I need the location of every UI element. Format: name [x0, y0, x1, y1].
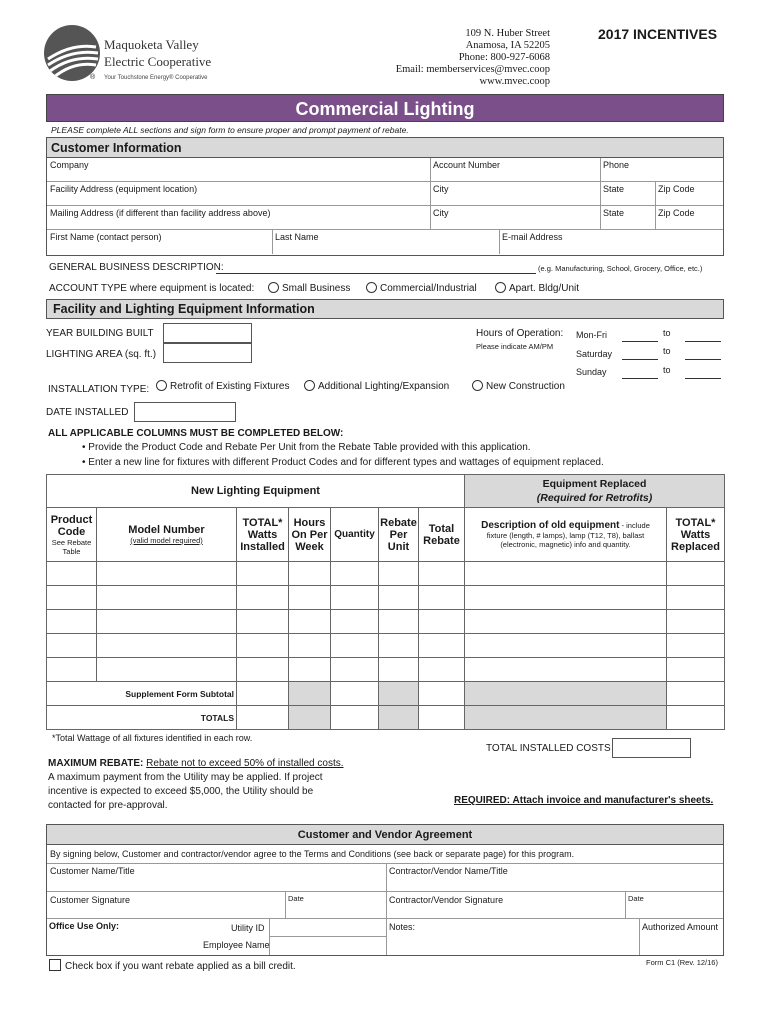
total-wattage-note: *Total Wattage of all fixtures identified in each row.	[52, 733, 253, 743]
max-line4: contacted for pre-approval.	[48, 800, 168, 811]
page-title: Commercial Lighting	[46, 94, 724, 122]
account-type-apartment[interactable]	[495, 282, 579, 294]
cell[interactable]	[47, 634, 97, 658]
small-business-label: Small Business	[282, 283, 351, 294]
logo-line1: Maquoketa Valley	[104, 37, 199, 52]
cell[interactable]	[465, 634, 667, 658]
table-row	[47, 562, 725, 586]
agreement-heading: Customer and Vendor Agreement	[47, 825, 723, 845]
totals-row	[47, 706, 725, 730]
cell[interactable]	[97, 610, 237, 634]
max-rebate-label: MAXIMUM REBATE:	[48, 758, 144, 769]
cell[interactable]	[379, 658, 419, 682]
cell[interactable]	[331, 586, 379, 610]
cell[interactable]	[97, 634, 237, 658]
radio-icon	[268, 282, 279, 293]
model-sub-note: (valid model required)	[130, 536, 203, 545]
monfri-to: to	[663, 328, 671, 338]
radio-icon	[495, 282, 506, 293]
mailing-state-field[interactable]: State	[600, 206, 655, 229]
sunday-to: to	[663, 365, 671, 375]
customer-info-section	[46, 137, 724, 256]
totals-total-rebate[interactable]	[419, 706, 465, 730]
utility-id-label: Utility ID	[231, 923, 265, 933]
sunday-start-input[interactable]	[622, 378, 658, 379]
date-installed-input[interactable]	[134, 402, 236, 422]
agreement-section	[46, 824, 724, 956]
logo-reg: ®	[90, 74, 96, 81]
table-row	[47, 610, 725, 634]
utility-id-input[interactable]	[269, 919, 386, 937]
facility-state-field[interactable]: State	[600, 182, 655, 205]
cell[interactable]	[465, 658, 667, 682]
totals-watts[interactable]	[237, 706, 289, 730]
desc-old-title: Description of old equipment	[481, 520, 620, 531]
cell[interactable]	[237, 634, 289, 658]
vendor-signature-field[interactable]: Contractor/Vendor Signature	[386, 892, 625, 918]
cell[interactable]	[331, 610, 379, 634]
logo-tag: Your Touchstone Energy® Cooperative	[104, 75, 208, 81]
instruction-text: PLEASE complete ALL sections and sign form to ensure proper and prompt payment of rebate.	[51, 125, 409, 135]
subtotal-watts[interactable]	[237, 682, 289, 706]
hours-label: Hours of Operation:	[476, 328, 564, 339]
commercial-label: Commercial/Industrial	[380, 283, 477, 294]
cell[interactable]	[289, 586, 331, 610]
business-desc-input[interactable]	[216, 273, 536, 274]
subtotal-rebate-unit	[379, 682, 419, 706]
cell[interactable]	[667, 586, 725, 610]
install-additional-option[interactable]	[304, 380, 449, 392]
bullet-2-text: Enter a new line for fixtures with different Product Codes and for different types and wattages of equipment replaced.	[88, 457, 604, 468]
subtotal-watts-replaced[interactable]	[667, 682, 725, 706]
installation-type-label: INSTALLATION TYPE:	[48, 384, 150, 395]
customer-date-field[interactable]: Date	[285, 892, 386, 918]
total-costs-input[interactable]	[612, 738, 691, 758]
address-city: Anamosa, IA 52205	[465, 40, 550, 51]
desc-include: - include	[619, 521, 650, 530]
monfri-start-input[interactable]	[622, 341, 658, 342]
facility-zip-field[interactable]: Zip Code	[655, 182, 724, 205]
cell[interactable]	[379, 610, 419, 634]
cell[interactable]	[331, 634, 379, 658]
apartment-label: Apart. Bldg/Unit	[509, 283, 580, 294]
cell[interactable]	[419, 586, 465, 610]
cell[interactable]	[47, 658, 97, 682]
cell[interactable]	[419, 562, 465, 586]
totals-quantity[interactable]	[331, 706, 379, 730]
sunday-label: Sunday	[576, 367, 607, 377]
monfri-end-input[interactable]	[685, 341, 721, 342]
cell[interactable]	[289, 610, 331, 634]
subtotal-desc	[465, 682, 667, 706]
first-name-field[interactable]: First Name (contact person)	[50, 232, 162, 242]
totals-rebate-unit	[379, 706, 419, 730]
replaced-heading-line2: (Required for Retrofits)	[536, 492, 653, 504]
model-header	[97, 508, 237, 562]
lighting-area-label: LIGHTING AREA (sq. ft.)	[46, 349, 157, 360]
bill-credit-label: Check box if you want rebate applied as a bill credit.	[65, 961, 296, 972]
mailing-zip-field[interactable]: Zip Code	[655, 206, 724, 229]
cell[interactable]	[331, 562, 379, 586]
bullet-1-text: Provide the Product Code and Rebate Per Unit from the Rebate Table provided with this application.	[88, 442, 531, 453]
logo-line2: Electric Cooperative	[104, 54, 212, 69]
rebate-per-unit-header: Rebate Per Unit	[379, 508, 419, 562]
cell[interactable]	[289, 634, 331, 658]
product-code-header	[47, 508, 97, 562]
install-new-construction-option[interactable]	[472, 380, 565, 392]
facility-address-field[interactable]: Facility Address (equipment location)	[50, 184, 198, 194]
total-rebate-header: Total Rebate	[419, 508, 465, 562]
cell[interactable]	[667, 634, 725, 658]
incentives-title: 2017 INCENTIVES	[598, 26, 718, 42]
account-type-small-business[interactable]	[268, 282, 350, 294]
cell[interactable]	[237, 562, 289, 586]
radio-icon	[156, 380, 167, 391]
office-use-label: Office Use Only:	[49, 921, 120, 931]
address-phone: Phone: 800-927-6068	[458, 52, 550, 63]
monfri-label: Mon-Fri	[576, 330, 607, 340]
agreement-text: By signing below, Customer and contractor/vendor agree to the Terms and Conditions (see back or separate page) for this program.	[47, 845, 723, 864]
replaced-heading-line1: Equipment Replaced	[542, 478, 647, 490]
cell[interactable]	[289, 562, 331, 586]
checkbox-icon	[49, 959, 61, 971]
equipment-table	[46, 474, 725, 730]
new-construction-label: New Construction	[486, 381, 565, 392]
totals-desc	[465, 706, 667, 730]
customer-signature-field[interactable]: Customer Signature	[50, 895, 131, 905]
account-type-commercial[interactable]	[366, 282, 477, 294]
cell[interactable]	[237, 610, 289, 634]
max-line3: incentive is expected to exceed $5,000, the Utility should be	[48, 786, 314, 797]
all-columns-note: ALL APPLICABLE COLUMNS MUST BE COMPLETED BELOW:	[48, 428, 344, 439]
bullet-1: • Provide the Product Code and Rebate Per Unit from the Rebate Table provided with this application.	[82, 442, 531, 453]
logo-icon	[44, 25, 100, 81]
last-name-field[interactable]: Last Name	[272, 230, 499, 254]
mailing-city-field[interactable]: City	[430, 206, 600, 229]
cell[interactable]	[237, 658, 289, 682]
address-email: Email: memberservices@mvec.coop	[395, 64, 550, 75]
saturday-label: Saturday	[576, 349, 613, 359]
notes-field[interactable]: Notes:	[386, 919, 639, 955]
saturday-to: to	[663, 346, 671, 356]
new-equipment-heading: New Lighting Equipment	[47, 475, 465, 508]
cell[interactable]	[667, 562, 725, 586]
subtotal-label: Supplement Form Subtotal	[47, 682, 237, 706]
table-row	[47, 586, 725, 610]
cell[interactable]	[465, 586, 667, 610]
subtotal-total-rebate[interactable]	[419, 682, 465, 706]
saturday-start-input[interactable]	[622, 359, 658, 360]
vendor-date-field[interactable]: Date	[625, 892, 724, 918]
authorized-amount-field[interactable]: Authorized Amount	[639, 919, 724, 955]
additional-label: Additional Lighting/Expansion	[318, 381, 450, 392]
cell[interactable]	[419, 610, 465, 634]
cell[interactable]	[97, 562, 237, 586]
totals-watts-replaced[interactable]	[667, 706, 725, 730]
quantity-header: Quantity	[331, 508, 379, 562]
address-street: 109 N. Huber Street	[465, 28, 550, 39]
cell[interactable]	[237, 586, 289, 610]
company-field[interactable]: Company	[50, 160, 89, 170]
hours-header: Hours On Per Week	[289, 508, 331, 562]
bullet-2: • Enter a new line for fixtures with different Product Codes and for different types and wattages of equipment replaced.	[82, 457, 604, 468]
phone-field[interactable]: Phone	[600, 158, 724, 181]
description-header	[465, 508, 667, 562]
cell[interactable]	[379, 562, 419, 586]
customer-info-heading: Customer Information	[47, 138, 723, 158]
retrofit-label: Retrofit of Existing Fixtures	[170, 381, 290, 392]
cell[interactable]	[465, 610, 667, 634]
year-built-label: YEAR BUILDING BUILT	[46, 328, 154, 339]
max-line2: A maximum payment from the Utility may be applied. If project	[48, 772, 323, 783]
install-retrofit-option[interactable]	[156, 380, 289, 392]
employee-name-label: Employee Name	[203, 940, 270, 950]
table-row	[47, 634, 725, 658]
cell[interactable]	[667, 658, 725, 682]
cell[interactable]	[289, 658, 331, 682]
cell[interactable]	[331, 658, 379, 682]
sunday-end-input[interactable]	[685, 378, 721, 379]
cell[interactable]	[379, 586, 419, 610]
radio-icon	[304, 380, 315, 391]
logo-name	[104, 36, 211, 70]
table-row	[47, 658, 725, 682]
email-field[interactable]: E-mail Address	[499, 230, 724, 254]
cell[interactable]	[419, 634, 465, 658]
watts-installed-header: TOTAL* Watts Installed	[237, 508, 289, 562]
year-built-input[interactable]	[163, 323, 252, 343]
max-rebate-block	[48, 757, 378, 813]
employee-name-input[interactable]	[269, 937, 386, 955]
cell[interactable]	[97, 586, 237, 610]
cell[interactable]	[47, 610, 97, 634]
business-desc-label: GENERAL BUSINESS DESCRIPTION:	[49, 262, 224, 273]
customer-name-field[interactable]: Customer Name/Title	[50, 866, 135, 876]
desc-sub: fixture (length, # lamps), lamp (T12, T8), ballast (electronic, magnetic) info and quantity.	[486, 531, 645, 549]
business-desc-example: (e.g. Manufacturing, School, Grocery, Office, etc.)	[538, 264, 703, 273]
account-type-label: ACCOUNT TYPE where equipment is located:	[49, 283, 255, 294]
facility-city-field[interactable]: City	[430, 182, 600, 205]
vendor-name-field[interactable]: Contractor/Vendor Name/Title	[386, 864, 724, 891]
facility-heading: Facility and Lighting Equipment Information	[46, 299, 724, 319]
cell[interactable]	[47, 586, 97, 610]
radio-icon	[472, 380, 483, 391]
subtotal-quantity[interactable]	[331, 682, 379, 706]
address-block	[380, 28, 550, 88]
subtotal-hours	[289, 682, 331, 706]
ampm-note: Please indicate AM/PM	[476, 342, 554, 351]
required-note: REQUIRED: Attach invoice and manufacturer's sheets.	[454, 795, 714, 806]
cell[interactable]	[97, 658, 237, 682]
radio-icon	[366, 282, 377, 293]
see-rebate-note: See Rebate Table	[51, 537, 92, 556]
model-title: Model Number	[128, 524, 205, 536]
replaced-heading	[465, 475, 725, 508]
max-rebate-text: Rebate not to exceed 50% of installed costs.	[146, 758, 344, 769]
watts-replaced-header: TOTAL* Watts Replaced	[667, 508, 725, 562]
saturday-end-input[interactable]	[685, 359, 721, 360]
date-installed-label: DATE INSTALLED	[46, 407, 129, 418]
lighting-area-input[interactable]	[163, 343, 252, 363]
logo	[44, 25, 100, 81]
address-web: www.mvec.coop	[479, 76, 550, 87]
total-costs-label: TOTAL INSTALLED COSTS	[486, 743, 611, 754]
cell[interactable]	[667, 610, 725, 634]
totals-hours	[289, 706, 331, 730]
product-code-title: Product Code	[50, 513, 93, 538]
subtotal-row	[47, 682, 725, 706]
cell[interactable]	[419, 658, 465, 682]
cell[interactable]	[465, 562, 667, 586]
cell[interactable]	[379, 634, 419, 658]
cell[interactable]	[47, 562, 97, 586]
account-number-field[interactable]: Account Number	[430, 158, 600, 181]
mailing-address-field[interactable]: Mailing Address (if different than facility address above)	[50, 208, 271, 218]
totals-label: TOTALS	[47, 706, 237, 730]
bill-credit-option[interactable]	[49, 959, 296, 972]
form-number: Form C1 (Rev. 12/16)	[646, 958, 718, 967]
